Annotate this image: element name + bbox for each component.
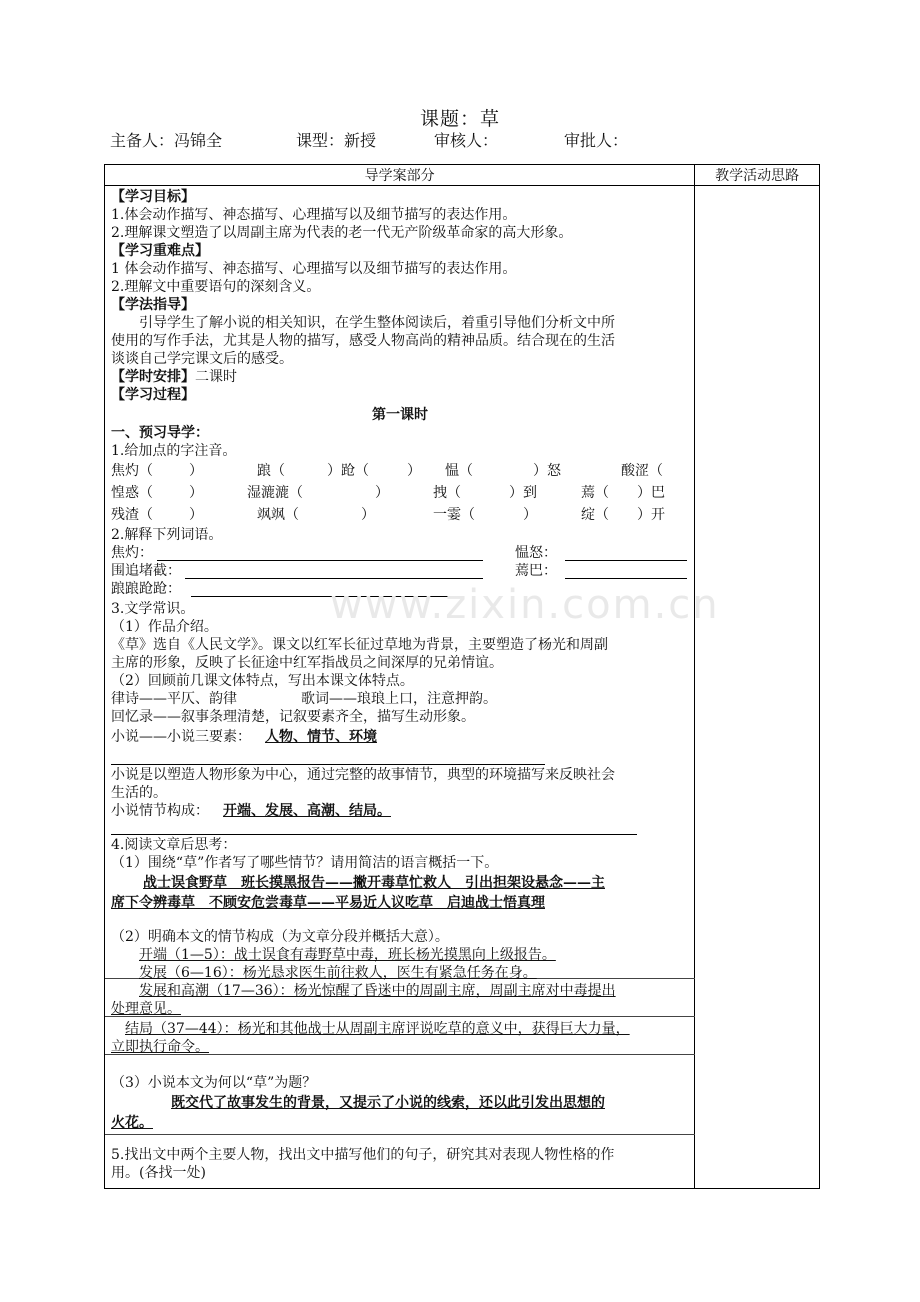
answer-blank[interactable]	[565, 560, 687, 561]
lesson-table	[104, 164, 820, 1189]
novel-label: 小说——小说三要素：	[111, 729, 251, 745]
genre-line: 歌词——琅琅上口，注意押韵。	[301, 691, 497, 707]
method-heading: 【学法指导】	[111, 297, 195, 313]
genre-line: 律诗——平仄、韵律	[111, 691, 237, 707]
method-line-2: 使用的写作手法，尤其是人物的描写，感受人物高尚的精神品质。结合现在的生活	[111, 333, 615, 349]
novel-desc-2: 生活的。	[111, 785, 167, 801]
question-4-1: （1）围绕“草”作者写了哪些情节？请用简洁的语言概括一下。	[111, 855, 499, 871]
pinyin-item: ）跄（	[327, 463, 369, 479]
novel-line	[111, 728, 377, 746]
time-heading: 【学时安排】	[111, 369, 195, 385]
genre-memoir: 回忆录——叙事条理清楚，记叙要素齐全，描写生动形象。	[111, 709, 475, 725]
watermark: www.zixin.com.cn	[330, 582, 720, 628]
section-ending-line-1: 结局（37—44）：杨光和其他战士从周副主席评说吃草的意义中，获得巨大力量，	[125, 1021, 630, 1037]
pinyin-item: ）	[361, 507, 375, 523]
section-climax-line-2: 处理意见。	[111, 1001, 181, 1017]
answer-4-3-line-1: 既交代了故事发生的背景，又提示了小说的线索，还以此引发出思想的	[171, 1095, 605, 1111]
pinyin-item: ）怒	[533, 463, 561, 479]
novel-desc-1: 小说是以塑造人物形象为中心，通过完整的故事情节，典型的环境描写来反映社会	[111, 767, 615, 783]
col-header-activity: 教学活动思路	[695, 165, 820, 186]
process-heading: 【学习过程】	[111, 387, 195, 403]
intro-line-2: 主席的形象，反映了长征途中红军指战员之间深厚的兄弟情谊。	[111, 655, 503, 671]
pinyin-item: 焦灼（	[111, 463, 153, 479]
pinyin-item: 绽（	[581, 507, 609, 523]
question-1: 1.给加点的字注音。	[111, 443, 237, 459]
word-nianba: 蔫巴：	[515, 563, 557, 579]
novel-answer: 人物、情节、环境	[265, 729, 377, 745]
pinyin-item: 残渣（	[111, 507, 153, 523]
question-4: 4.阅读文章后思考：	[111, 837, 237, 853]
answer-blank[interactable]	[185, 578, 483, 579]
pinyin-item: ）巴	[637, 485, 665, 501]
goal-1: 1.体会动作描写、神态描写、心理描写以及细节描写的表达作用。	[111, 207, 517, 223]
word-weizhuidujie: 围追堵截：	[111, 563, 181, 579]
meta-line	[110, 128, 830, 150]
approver: 审批人：	[564, 131, 629, 150]
goals-heading: 【学习目标】	[111, 189, 195, 205]
section-development: 发展（6—16）：杨光恳求医生前往救人，医生有紧急任务在身。	[139, 965, 537, 981]
key-1: 1 体会动作描写、神态描写、心理描写以及细节描写的表达作用。	[111, 261, 517, 277]
col-header-guide: 导学案部分	[105, 165, 695, 186]
pinyin-item: ）	[375, 485, 389, 501]
reviewer: 审核人：	[434, 131, 499, 150]
plot-line	[111, 802, 391, 820]
pinyin-item: ）	[189, 485, 203, 501]
pinyin-item: 惶惑（	[111, 485, 153, 501]
method-line-3: 谈谈自己学完课文后的感受。	[111, 351, 293, 367]
divider	[105, 1134, 695, 1135]
time-line	[111, 368, 237, 386]
word-jiaozhuo: 焦灼：	[111, 545, 153, 561]
pinyin-item: 蔫（	[581, 485, 609, 501]
pinyin-item: ）	[189, 507, 203, 523]
review-heading: （2）回顾前几课文体特点，写出本课文体特点。	[111, 673, 414, 689]
answer-4-3-line-2: 火花。	[111, 1115, 153, 1131]
pinyin-item: 愠（	[445, 463, 473, 479]
word-liangliangqiangqiang: 踉踉跄跄：	[111, 581, 181, 597]
plot-answer: 开端、发展、高潮、结局。	[223, 803, 391, 819]
question-4-3: （3）小说本文为何以“草”为题？	[111, 1075, 317, 1091]
answer-4-1-line-1: 战士误食野草 班长摸黑报告——撇开毒草忙救人 引出担架设悬念——主	[143, 875, 605, 891]
question-5-line-1: 5.找出文中两个主要人物，找出文中描写他们的句子，研究其对表现人物性格的作	[111, 1147, 615, 1163]
section-ending-line-2: 立即执行命令。	[111, 1039, 209, 1055]
answer-blank[interactable]	[565, 578, 687, 579]
answer-blank[interactable]	[157, 560, 483, 561]
pinyin-item: ）	[407, 463, 421, 479]
intro-line-1: 《草》选自《人民文学》。课文以红军长征过草地为背景，主要塑造了杨光和周副	[111, 637, 608, 653]
answer-blank[interactable]	[111, 764, 545, 765]
question-2: 2.解释下列词语。	[111, 527, 223, 543]
question-3: 3.文学常识。	[111, 601, 195, 617]
pinyin-item: 飒飒（	[257, 507, 299, 523]
pinyin-item: ）开	[637, 507, 665, 523]
pinyin-item: ）到	[509, 485, 537, 501]
guide-content	[105, 186, 694, 1188]
section-climax-line-1: 发展和高潮（17—36）：杨光惊醒了昏迷中的周副主席，周副主席对中毒提出	[139, 983, 616, 999]
pinyin-item: ）	[523, 507, 537, 523]
answer-4-1-line-2: 席下令辨毒草 不顾安危尝毒草——平易近人议吃草 启迪战士悟真理	[111, 895, 545, 911]
question-5-line-2: 用。(各找一处)	[111, 1165, 206, 1181]
pinyin-item: 踉（	[257, 463, 285, 479]
answer-blank[interactable]	[111, 834, 637, 835]
activity-column[interactable]	[695, 186, 820, 1189]
question-4-2: （2）明确本文的情节构成（为文章分段并概括大意）。	[111, 929, 449, 945]
pinyin-item: 酸涩（	[621, 463, 663, 479]
pinyin-item: 拽（	[433, 485, 461, 501]
preparer: 主备人：冯锦全	[110, 131, 223, 150]
intro-heading: （1）作品介绍。	[111, 619, 218, 635]
time-value: 二课时	[195, 369, 237, 385]
page-title: 课题：草	[419, 108, 500, 130]
divider	[105, 1016, 695, 1017]
pinyin-item: ）	[189, 463, 203, 479]
key-2: 2.理解文中重要语句的深刻含义。	[111, 279, 321, 295]
goal-2: 2.理解课文塑造了以周副主席为代表的老一代无产阶级革命家的高大形象。	[111, 225, 573, 241]
word-yunnu: 愠怒：	[515, 545, 557, 561]
pinyin-item: 一霎（	[433, 507, 475, 523]
lesson-one-title: 第一课时	[372, 407, 428, 423]
preview-heading: 一、预习导学：	[111, 425, 209, 441]
plot-label: 小说情节构成：	[111, 803, 209, 819]
pinyin-item: 湿漉漉（	[247, 485, 303, 501]
method-line-1: 引导学生了解小说的相关知识，在学生整体阅读后，着重引导他们分析文中所	[139, 315, 615, 331]
lesson-type: 课型：新授	[296, 131, 377, 150]
section-opening: 开端（1—5）：战士误食有毒野草中毒，班长杨光摸黑向上级报告。	[139, 947, 556, 963]
key-heading: 【学习重难点】	[111, 243, 209, 259]
